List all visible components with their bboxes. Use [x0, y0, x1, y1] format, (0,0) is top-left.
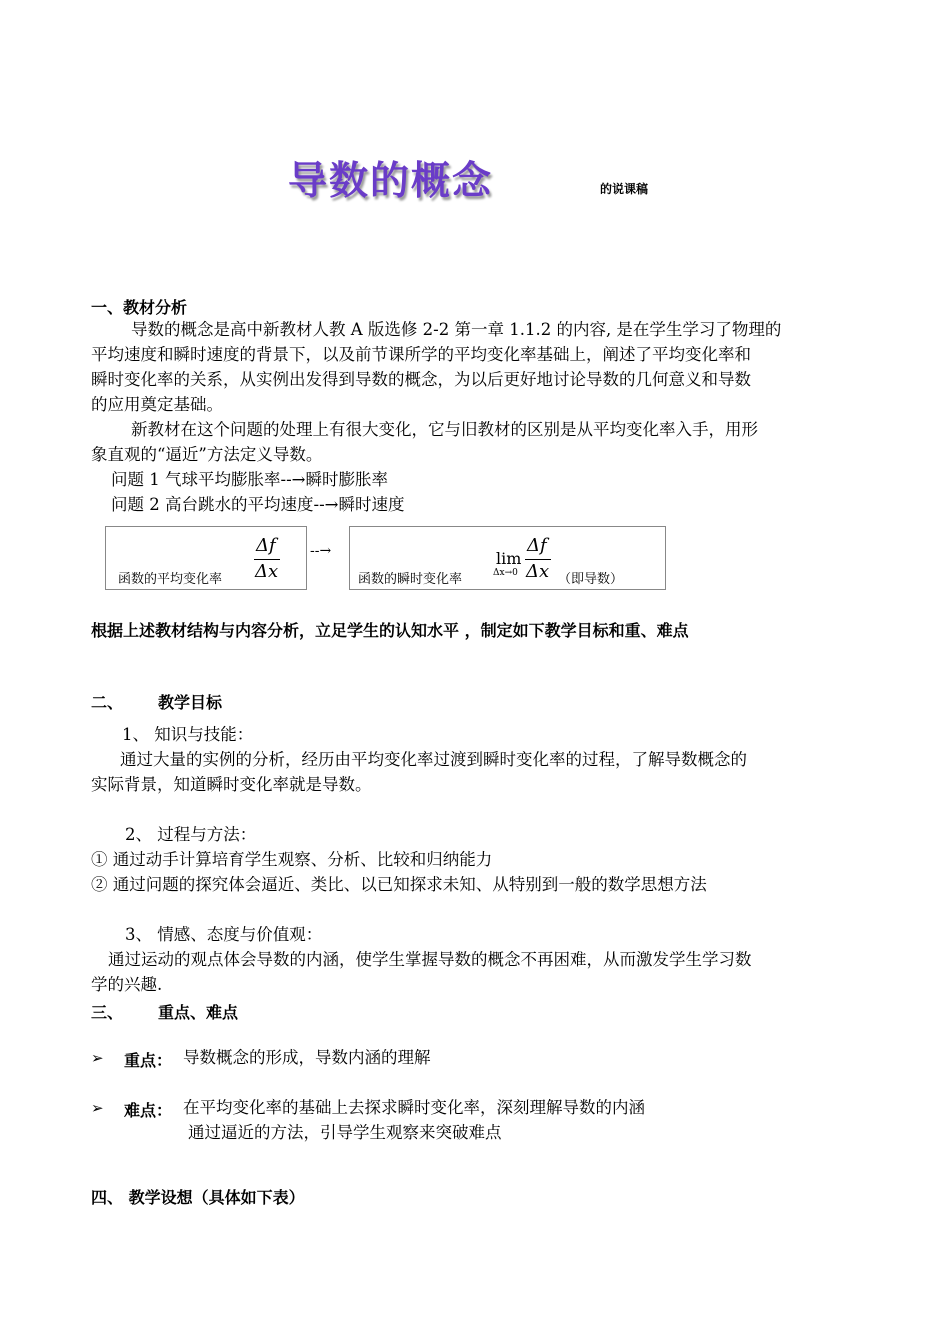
document-subtitle: 的说课稿: [600, 182, 649, 196]
bullet-arrow-icon-2: ➢: [91, 1099, 104, 1117]
problem-1: 问题 1 气球平均膨胀率--→瞬时膨胀率: [111, 470, 388, 489]
key-point-label: 重点：: [124, 1051, 173, 1070]
goal3-title: 3、 情感、态度与价值观：: [125, 925, 323, 944]
section1-para2-line1: 新教材在这个问题的处理上有很大变化，它与旧教材的区别是从平均变化率入手，用形: [131, 420, 758, 439]
goal3-line1: 通过运动的观点体会导数的内涵，使学生掌握导数的概念不再困难，从而激发学生学习数: [108, 950, 752, 969]
limit-subscript: Δx→0: [493, 568, 518, 578]
section3-heading: 重点、难点: [158, 1003, 239, 1022]
bullet-arrow-icon: ➢: [91, 1049, 104, 1067]
delta-x-denominator: Δx: [255, 561, 279, 582]
section1-para1-line2: 平均速度和瞬时速度的背景下，以及前节课所学的平均变化率基础上，阐述了平均变化率和: [91, 345, 751, 364]
goal3-line2: 学的兴趣.: [91, 975, 163, 994]
section1-heading: 一、教材分析: [91, 298, 188, 317]
section4-heading: 四、 教学设想（具体如下表）: [91, 1188, 305, 1207]
goal1-title: 1、 知识与技能：: [122, 725, 254, 744]
difficult-point-label: 难点：: [124, 1101, 173, 1120]
derivative-note: （即导数）: [558, 572, 624, 587]
delta-f-numerator-2: Δf: [527, 535, 547, 556]
goal2-line2: ② 通过问题的探究体会逼近、类比、以已知探求未知、从特别到一般的数学思想方法: [91, 875, 707, 894]
average-rate-box: [105, 526, 307, 590]
goal2-line1: ① 通过动手计算培育学生观察、分析、比较和归纳能力: [91, 850, 493, 869]
goal1-line1: 通过大量的实例的分析，经历由平均变化率过渡到瞬时变化率的过程，了解导数概念的: [120, 750, 747, 769]
goal1-line2: 实际背景，知道瞬时变化率就是导数。: [91, 775, 372, 794]
document-title: 导数的概念: [288, 159, 494, 204]
key-point-text: 导数概念的形成，导数内涵的理解: [183, 1048, 431, 1067]
section1-para1-line1: 导数的概念是高中新教材人教 A 版选修 2-2 第一章 1.1.2 的内容, 是在学生学习了物理的: [131, 320, 782, 339]
instantaneous-rate-label: 函数的瞬时变化率: [358, 572, 463, 587]
difficult-point-text-2: 通过逼近的方法，引导学生观察来突破难点: [188, 1123, 502, 1142]
delta-x-denominator-2: Δx: [526, 561, 550, 582]
fraction-bar: [254, 559, 280, 560]
section1-para1-line4: 的应用奠定基础。: [91, 395, 223, 414]
section3-heading-num: 三、: [91, 1003, 124, 1022]
fraction-bar-2: [525, 559, 551, 560]
limit-operator: lim: [496, 549, 522, 568]
box-arrow: --→: [310, 543, 332, 559]
average-rate-label: 函数的平均变化率: [118, 572, 223, 587]
goal2-title: 2、 过程与方法：: [125, 825, 257, 844]
section2-heading: 教学目标: [158, 693, 223, 712]
section2-heading-num: 二、: [91, 693, 124, 712]
delta-f-numerator: Δf: [256, 535, 276, 556]
difficult-point-text: 在平均变化率的基础上去探求瞬时变化率，深刻理解导数的内涵: [183, 1098, 645, 1117]
section1-summary: 根据上述教材结构与内容分析，立足学生的认知水平 ，制定如下教学目标和重、难点: [91, 621, 689, 640]
problem-2: 问题 2 高台跳水的平均速度--→瞬时速度: [111, 495, 405, 514]
section1-para2-line2: 象直观的“逼近”方法定义导数。: [91, 445, 323, 464]
instantaneous-rate-box: [349, 526, 666, 590]
section1-para1-line3: 瞬时变化率的关系，从实例出发得到导数的概念，为以后更好地讨论导数的几何意义和导数: [91, 370, 751, 389]
